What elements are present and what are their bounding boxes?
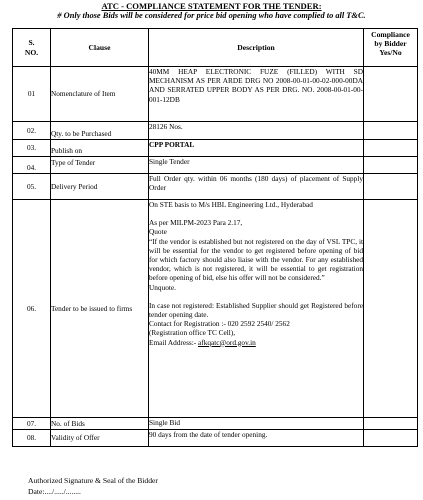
table-row — [13, 418, 418, 430]
tender-basis-text: On STE basis to M/s HBL Engineering Ltd., Hyderabad — [149, 200, 313, 209]
email-link[interactable]: afkqatc@ord.gov.in — [198, 337, 256, 347]
row-clause: Validity of Offer — [51, 430, 149, 447]
row-description — [149, 200, 364, 418]
email-label: Email Address:- — [149, 337, 199, 347]
row-clause: Type of Tender — [51, 157, 149, 174]
row-clause: Tender to be issued to firms — [51, 200, 149, 418]
row-number: 08. — [13, 430, 51, 447]
registration-contact: Contact for Registration :- 020 2592 2540/ 2562 — [149, 319, 290, 329]
compliance-table — [12, 28, 418, 447]
row-compliance-cell — [364, 174, 418, 200]
registration-note: In case not registered: Established Supplier should get Registered before tender opening date. — [149, 300, 363, 320]
table-row — [13, 174, 418, 200]
header-clause: Clause — [51, 29, 149, 67]
table-row — [13, 67, 418, 122]
row-description: 40MM HEAP ELECTRONIC FUZE (FILLED) WITH SD MECHANISM AS PER ARDE DRG NO 2008-00-01-00-02-000-00DA AND SERRATED UPPER BODY AS PER DRG. NO. 2008-00-01-00-001-12DB — [149, 67, 364, 122]
row-number: 07. — [13, 418, 51, 430]
row-description: Full Order qty. within 06 months (180 days) of placement of Supply Order — [149, 174, 364, 200]
signature-label: Authorized Signature & Seal of the Bidder — [28, 476, 158, 485]
quoted-clause-text: “If the vendor is established but not registered on the day of VSL TPC, it will be essential for the vendor to get registered before opening of bid for which factory should also liaise with the vendor. For any established vendor, which is not registered, it will be essential to get registration before opening of bid, else his offer will not be considered.” — [149, 236, 363, 283]
row-clause: Delivery Period — [51, 174, 149, 200]
row-description: Single Tender — [149, 157, 364, 174]
date-line: Date:..../...../........ — [28, 487, 81, 496]
row-compliance-cell — [364, 157, 418, 174]
row-description: 90 days from the date of tender opening. — [149, 430, 364, 447]
unquote-marker: Unquote. — [149, 282, 176, 292]
row-clause: Qty. to be Purchased — [51, 122, 149, 140]
row-description: 28126 Nos. — [149, 122, 364, 140]
table-row — [13, 157, 418, 174]
row-number: 06. — [13, 200, 51, 418]
row-compliance-cell — [364, 430, 418, 447]
email-line — [149, 338, 363, 347]
spacer — [149, 209, 363, 218]
milpm-reference: As per MILPM-2023 Para 2.17, — [149, 218, 243, 228]
registration-office: (Registration office TC Cell), — [149, 328, 236, 338]
row-compliance-cell — [364, 140, 418, 157]
row-clause: No. of Bids — [51, 418, 149, 430]
table-header-row — [13, 29, 418, 67]
row-compliance-cell — [364, 418, 418, 430]
header-description: Description — [149, 29, 364, 67]
table-row — [13, 430, 418, 447]
row-number: 05. — [13, 174, 51, 200]
table-row — [13, 200, 418, 418]
spacer — [149, 292, 363, 301]
row-clause: Publish on — [51, 140, 149, 157]
table-row — [13, 140, 418, 157]
row-clause: Nomenclature of Item — [51, 67, 149, 122]
row-compliance-cell — [364, 122, 418, 140]
row-number: 03. — [13, 140, 51, 157]
row-compliance-cell — [364, 200, 418, 418]
row-number: 01 — [13, 67, 51, 122]
table-row — [13, 122, 418, 140]
document-note: # Only those Bids will be considered for price bid opening who have complied to all T&C. — [57, 11, 366, 20]
document-title: ATC - COMPLIANCE STATEMENT FOR THE TENDER: — [101, 1, 322, 11]
row-compliance-cell — [364, 67, 418, 122]
row-number: 02. — [13, 122, 51, 140]
row-number: 04. — [13, 157, 51, 174]
header-sno: S. NO. — [13, 29, 51, 67]
row-description: Single Bid — [149, 418, 364, 430]
header-compliance: Compliance by Bidder Yes/No — [364, 29, 418, 67]
row-description: CPP PORTAL — [149, 140, 364, 157]
signature-block — [28, 475, 158, 497]
quote-marker: Quote — [149, 227, 167, 237]
